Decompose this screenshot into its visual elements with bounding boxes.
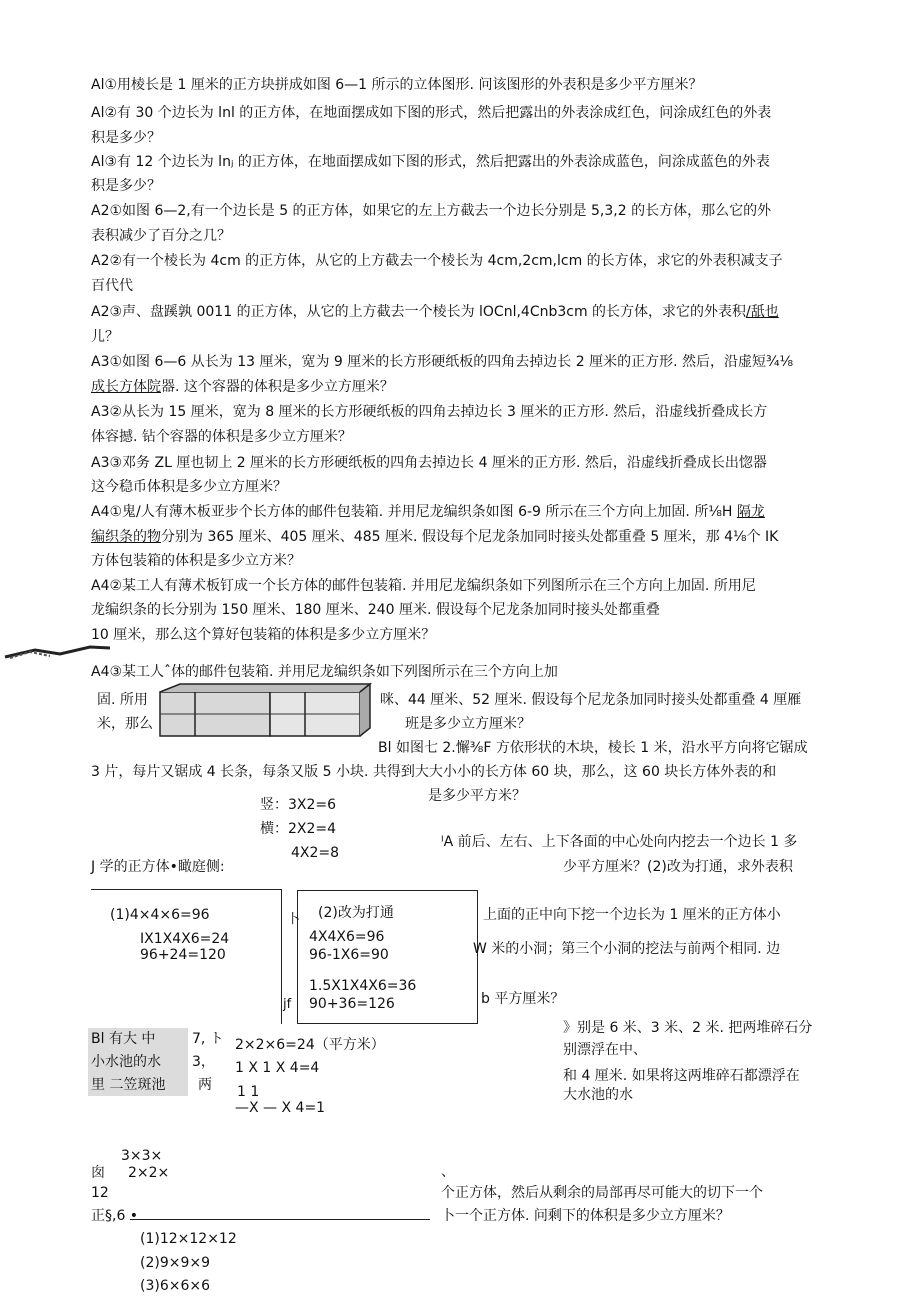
answer-2: (2)9×9×9 xyxy=(140,1255,211,1271)
problem-b1-line2: 3 片，每片又锯成 4 长条，每条又版 5 小块. 共得到大大小小的长方体 60 块，那么，这 60 块长方体外表的和 xyxy=(91,764,777,780)
problem-a4-3-line3-right: 班是多少立方厘米？ xyxy=(405,716,531,732)
problem-b5-line2: 卜一个正方体. 问剩下的体积是多少立方厘米？ xyxy=(441,1208,730,1224)
box1-line3: 96+24=120 xyxy=(140,947,226,963)
problem-a4-1-underlined-a: 隔龙 xyxy=(736,504,765,520)
problem-a3-3-line1: A3③邓务 ZL 厘也韧上 2 厘米的长方形硬纸板的四角去掉边长 4 厘米的正方形. 然后，沿虚线折叠成长出惚器 xyxy=(91,455,767,471)
b4-calc-line1: 2×2×6=24（平方米） xyxy=(235,1037,385,1053)
problem-a4-2-line1: A4②某工人有薄术板钉成一个长方体的邮件包装箱. 并用尼龙编织条如下列图所示在三个方向上加固. 所用尼 xyxy=(91,578,756,594)
box2-line5: 90+36=126 xyxy=(309,996,395,1012)
b5-calc-line1: 3×3× xyxy=(121,1148,163,1164)
calc-horizontal-2: 4X2=8 xyxy=(291,845,340,861)
box2-line2: 4X4X6=96 xyxy=(309,929,385,945)
problem-b2-left-label: J 学的正方体•瞰庭侧: xyxy=(91,859,225,875)
b5-underline-rule xyxy=(130,1219,430,1220)
problem-b4-right-line1: 》别是 6 米、3 米、2 米. 把两堆碎石分 xyxy=(563,1020,813,1036)
problem-a4-3-line2-left: 固. 所用 xyxy=(97,692,148,708)
problem-a4-1-line2 xyxy=(91,527,778,547)
problem-a4-1-text-b: 分别为 365 厘米、405 厘米、485 厘米. 假设每个尼龙条加同时接头处都重叠 5 厘米，那 4⅛个 IK xyxy=(161,529,779,545)
middle-mark-bottom: jf xyxy=(283,997,292,1012)
b5-left-line2: 12 xyxy=(91,1185,109,1201)
answer-1: (1)12×12×12 xyxy=(140,1231,237,1247)
box1-line2: IX1X4X6=24 xyxy=(140,931,230,947)
problem-a4-2-line3: 10 厘米，那么这个算好包装箱的体积是多少立方厘米？ xyxy=(91,627,436,643)
box1-line1: (1)4×4×6=96 xyxy=(110,907,210,923)
calc-horizontal: 横：2X2=4 xyxy=(260,821,337,837)
box1-top-border xyxy=(91,889,281,890)
answer-3: (3)6×6×6 xyxy=(140,1278,211,1294)
box-figure-graphic xyxy=(155,682,385,744)
box2-line1: (2)改为打通 xyxy=(318,905,394,921)
problem-b1-line1: Bl 如图七 2.懈⅜F 方依形状的木块，棱长 1 米，沿水平方向将它锯成 xyxy=(378,740,808,756)
problem-a2-2-line1: A2②有一个棱长为 4cm 的正方体，从它的上方截去一个棱长为 4cm,2cm,lcm 的长方体，求它的外表积减支子 xyxy=(91,253,783,269)
problem-a2-3-text: A2③声、盘蹊孰 0011 的正方体，从它的上方截去一个棱长为 lOCnl,4Cnb3cm 的长方体，求它的外表积 xyxy=(91,304,747,320)
problem-b4-right-line3: 和 4 厘米. 如果将这两堆碎石都漂浮在 xyxy=(563,1068,800,1084)
problem-a1-2-line1: Al②有 30 个边长为 lnl 的正方体，在地面摆成如下图的形式，然后把露出的外表涂成红色，问涂成红色的外表 xyxy=(91,105,772,121)
problem-b4-left-line1: Bl 有大 中 xyxy=(91,1031,156,1047)
problem-a3-1-underlined: 成长方体院 xyxy=(91,379,161,395)
problem-a2-3-line1 xyxy=(91,302,779,322)
problem-b1-line3: 是多少平方米？ xyxy=(428,788,526,804)
problem-b4-right-line4: 大水池的水 xyxy=(563,1087,633,1103)
problem-b5-line1: 个正方体，然后从剩余的局部再尽可能大的切下一个 xyxy=(441,1185,763,1201)
box2-line4: 1.5X1X4X6=36 xyxy=(309,978,417,994)
box1-right-border xyxy=(281,889,282,1024)
problem-a4-1-underlined-b: 编织条的物 xyxy=(91,529,161,545)
problem-b4-mid-line2: 3， xyxy=(192,1054,215,1070)
problem-a1-3-line2: 积是多少？ xyxy=(91,178,161,194)
problem-b4-left-line2: 小水池的水 xyxy=(91,1054,161,1070)
problem-b2-line2: 少平方厘米？(2)改为打通，求外表积 xyxy=(563,859,793,875)
problem-a1-1: Al①用棱长是 1 厘米的正方块拼成如图 6—1 所示的立体图形. 问该图形的外表积是多少平方厘米？ xyxy=(91,77,703,93)
problem-b2-line1: ᴵA 前后、左右、上下各面的中心处向内挖去一个边长 1 多 xyxy=(441,834,798,850)
problem-a4-1-line1 xyxy=(91,502,765,522)
b5-calc-line2: 2×2× xyxy=(128,1165,170,1181)
problem-a2-2-line2: 百代代 xyxy=(91,278,133,294)
problem-a3-3-line2: 这今稳币体积是多少立方厘米？ xyxy=(91,479,287,495)
box2-line3: 96-1X6=90 xyxy=(309,947,389,963)
problem-a4-2-line2: 龙编织条的长分别为 150 厘米、180 厘米、240 厘米. 假设每个尼龙条加同时接头处都重叠 xyxy=(91,602,660,618)
problem-a1-3-line1: Al③有 12 个边长为 lnⱼ 的正方体，在地面摆成如下图的形式，然后把露出的外表涂成蓝色，问涂成蓝色的外表 xyxy=(91,154,770,170)
b4-calc-line3: 1 1 xyxy=(237,1084,260,1100)
problem-a3-1-text: 器. 这个容器的体积是多少立方厘米？ xyxy=(161,379,394,395)
problem-a3-1-line1: A3①如图 6—6 从长为 13 厘米，宽为 9 厘米的长方形硬纸板的四角去掉边长 2 厘米的正方形. 然后，沿虚短¾⅛ xyxy=(91,354,794,370)
b4-calc-line4: —X — X 4=1 xyxy=(235,1100,326,1116)
problem-a4-3-line2-right: 咪、44 厘米、52 厘米. 假设每个尼龙条加同时接头处都重叠 4 厘雁 xyxy=(380,692,802,708)
problem-b3-line2: W 米的小洞；第三个小洞的挖法与前两个相同. 边 xyxy=(473,941,781,957)
tear-artifact-graphic xyxy=(0,642,120,662)
problem-b4-right-line2: 别漂浮在中、 xyxy=(563,1042,647,1058)
problem-b3-line3: b 平方厘米？ xyxy=(481,991,565,1007)
problem-b4-mid-line3: 两 xyxy=(198,1077,212,1093)
problem-b4-mid-line1: 7, ト xyxy=(192,1031,224,1047)
calc-vertical: 竖：3X2=6 xyxy=(260,797,337,813)
b5-left-line1: 囱 xyxy=(91,1165,105,1181)
problem-a4-3-line1: A4③某工人ˆ体的邮件包装箱. 并用尼龙编织条如下列图所示在三个方向上加 xyxy=(91,664,558,680)
problem-a3-2-line1: A3②从长为 15 厘米，宽为 8 厘米的长方形硬纸板的四角去掉边长 3 厘米的正方形. 然后，沿虚线折叠成长方 xyxy=(91,404,768,420)
b5-mark: 、 xyxy=(441,1164,455,1180)
problem-a2-1-line1: A2①如图 6—2,有一个边长是 5 的正方体，如果它的左上方截去一个边长分别是 5,3,2 的长方体，那么它的外 xyxy=(91,203,772,219)
problem-b3-line1: 上面的正中向下挖一个边长为 1 厘米的正方体小 xyxy=(483,907,781,923)
problem-a3-2-line2: 体容撼. 钻个容器的体积是多少立方厘米？ xyxy=(91,429,352,445)
problem-a3-1-line2 xyxy=(91,377,394,397)
problem-a1-2-line2: 积是多少？ xyxy=(91,130,161,146)
problem-b4-left-line3: 里 二笠斑池 xyxy=(91,1077,166,1093)
b4-calc-line2: 1 X 1 X 4=4 xyxy=(235,1060,320,1076)
problem-a4-1-text: A4①鬼/人有薄木板亚步个长方体的邮件包装箱. 并用尼龙编织条如图 6-9 所示在三个方向上加固. 所⅛H xyxy=(91,504,737,520)
problem-a4-1-line3: 方体包装箱的体积是多少立方米？ xyxy=(91,553,301,569)
problem-a4-3-line3-left: 米，那么 xyxy=(97,716,153,732)
middle-mark-top: 卜 xyxy=(287,912,301,927)
b5-left-line3: 正§,6 • xyxy=(91,1208,139,1224)
problem-a2-1-line2: 表积减少了百分之几？ xyxy=(91,228,231,244)
problem-a2-3-line2: 儿？ xyxy=(91,329,119,345)
problem-a2-3-underlined: /舐也 xyxy=(746,304,779,320)
